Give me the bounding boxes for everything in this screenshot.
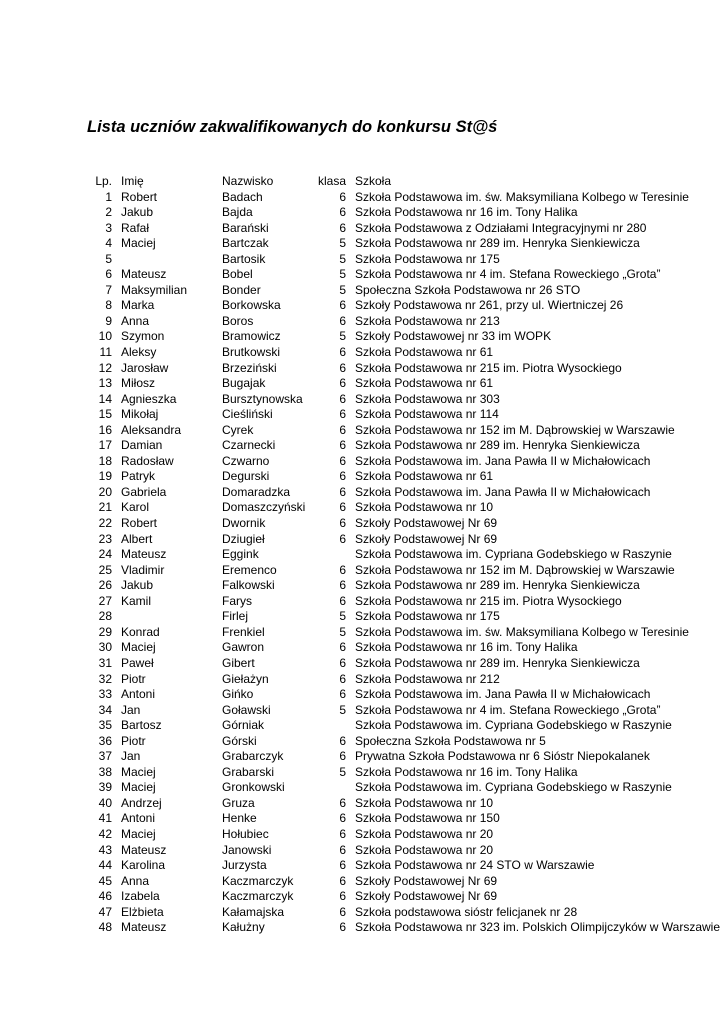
cell-nazwisko: Grabarczyk	[222, 749, 284, 764]
cell-imie: Gabriela	[121, 484, 167, 499]
table-row	[0, 827, 724, 843]
cell-klasa: 6	[339, 438, 346, 453]
header-klasa: klasa	[317, 174, 346, 188]
cell-lp: 24	[98, 547, 112, 562]
cell-lp: 22	[98, 516, 112, 531]
cell-imie: Karolina	[121, 858, 166, 873]
cell-imie: Rafał	[121, 220, 150, 235]
cell-lp: 33	[98, 687, 112, 702]
cell-klasa: 6	[339, 795, 346, 810]
cell-imie: Elżbieta	[121, 904, 164, 919]
cell-szkola: Szkoła Podstawowa im. Jana Pawła II w Michałowicach	[355, 453, 651, 468]
cell-szkola: Szkoła Podstawowa nr 16 im. Tony Halika	[355, 205, 578, 220]
cell-szkola: Szkoła Podstawowa nr 289 im. Henryka Sienkiewicza	[355, 655, 640, 670]
cell-imie: Maciej	[121, 640, 156, 655]
cell-nazwisko: Bartosik	[222, 251, 266, 266]
cell-szkola: Szkoła Podstawowa nr 150	[355, 811, 500, 826]
cell-imie: Szymon	[121, 329, 165, 344]
cell-imie: Mateusz	[121, 842, 167, 857]
cell-imie: Paweł	[121, 655, 154, 670]
cell-klasa: 6	[339, 484, 346, 499]
cell-nazwisko: Kaczmarczyk	[222, 889, 294, 904]
cell-lp: 44	[98, 858, 112, 873]
table-row	[0, 780, 724, 796]
cell-klasa: 5	[339, 609, 346, 624]
cell-imie: Agnieszka	[121, 391, 177, 406]
cell-nazwisko: Górski	[222, 733, 257, 748]
cell-lp: 7	[105, 282, 112, 297]
cell-nazwisko: Górniak	[222, 718, 265, 733]
cell-szkola: Szkoła Podstawowa nr 20	[355, 826, 494, 841]
cell-szkola: Szkoła Podstawowa nr 213	[355, 313, 500, 328]
cell-lp: 38	[98, 764, 112, 779]
cell-szkola: Szkoła Podstawowa nr 215 im. Piotra Wysockiego	[355, 360, 622, 375]
cell-szkola: Szkoła Podstawowa nr 24 STO w Warszawie	[355, 858, 595, 873]
table-row	[0, 594, 724, 610]
cell-lp: 43	[98, 842, 112, 857]
table-row	[0, 314, 724, 330]
cell-imie: Izabela	[121, 889, 160, 904]
cell-nazwisko: Hołubiec	[222, 826, 269, 841]
cell-klasa: 5	[339, 329, 346, 344]
cell-nazwisko: Boros	[222, 313, 254, 328]
cell-nazwisko: Firlej	[222, 609, 248, 624]
table-row	[0, 578, 724, 594]
cell-klasa: 6	[339, 858, 346, 873]
cell-klasa: 5	[339, 282, 346, 297]
cell-nazwisko: Farys	[222, 593, 252, 608]
cell-nazwisko: Eremenco	[222, 562, 277, 577]
cell-klasa: 6	[339, 298, 346, 313]
header-nazwisko: Nazwisko	[222, 174, 274, 188]
cell-szkola: Szkoła Podstawowa z Odziałami Integracyjnymi nr 280	[355, 220, 647, 235]
cell-imie: Robert	[121, 516, 158, 531]
cell-imie: Mateusz	[121, 267, 167, 282]
table-row	[0, 500, 724, 516]
table-row	[0, 858, 724, 874]
cell-szkola: Szkoła Podstawowa nr 175	[355, 609, 500, 624]
cell-nazwisko: Kaczmarczyk	[222, 873, 294, 888]
table-row	[0, 532, 724, 548]
table-row	[0, 905, 724, 921]
cell-imie: Damian	[121, 438, 163, 453]
cell-lp: 42	[98, 826, 112, 841]
cell-imie: Jan	[121, 749, 141, 764]
cell-nazwisko: Barański	[222, 220, 269, 235]
cell-szkola: Szkoły Podstawowej Nr 69	[355, 531, 498, 546]
cell-szkola: Szkoła Podstawowa nr 10	[355, 500, 494, 515]
cell-imie: Konrad	[121, 624, 160, 639]
cell-imie: Maciej	[121, 764, 156, 779]
cell-imie: Kamil	[121, 593, 152, 608]
cell-lp: 48	[98, 920, 112, 935]
cell-imie: Marka	[121, 298, 155, 313]
cell-nazwisko: Dwornik	[222, 516, 266, 531]
table-row	[0, 672, 724, 688]
cell-lp: 16	[98, 422, 112, 437]
cell-szkola: Szkoły Podstawowej Nr 69	[355, 516, 498, 531]
header-imie: Imię	[121, 174, 144, 188]
cell-szkola: Szkoła Podstawowa nr 152 im M. Dąbrowskiej w Warszawie	[355, 422, 675, 437]
cell-nazwisko: Brzeziński	[222, 360, 277, 375]
cell-lp: 29	[98, 624, 112, 639]
table-row	[0, 703, 724, 719]
cell-szkola: Szkoła Podstawowa nr 289 im. Henryka Sienkiewicza	[355, 438, 640, 453]
cell-imie: Jarosław	[121, 360, 169, 375]
cell-imie: Maciej	[121, 780, 156, 795]
table-row	[0, 547, 724, 563]
cell-nazwisko: Bonder	[222, 282, 261, 297]
cell-lp: 11	[99, 345, 112, 360]
table-row	[0, 438, 724, 454]
cell-klasa: 5	[339, 702, 346, 717]
cell-imie: Piotr	[121, 671, 146, 686]
table-row	[0, 190, 724, 206]
cell-lp: 5	[105, 251, 112, 266]
page-title: Lista uczniów zakwalifikowanych do konkursu St@ś	[87, 118, 498, 136]
cell-szkola: Szkoła Podstawowa nr 61	[355, 376, 494, 391]
table-row	[0, 469, 724, 485]
cell-nazwisko: Gruza	[222, 795, 255, 810]
cell-szkola: Szkoła Podstawowa nr 114	[355, 407, 499, 422]
cell-nazwisko: Gronkowski	[222, 780, 285, 795]
cell-szkola: Szkoła Podstawowa im. Jana Pawła II w Michałowicach	[355, 484, 651, 499]
cell-imie: Maciej	[121, 826, 156, 841]
table-row	[0, 236, 724, 252]
cell-klasa: 5	[339, 236, 346, 251]
cell-nazwisko: Cieśliński	[222, 407, 273, 422]
cell-klasa: 6	[339, 811, 346, 826]
cell-lp: 31	[98, 655, 112, 670]
table-row	[0, 205, 724, 221]
cell-nazwisko: Czwarno	[222, 453, 270, 468]
table-row	[0, 361, 724, 377]
cell-imie: Miłosz	[121, 376, 156, 391]
cell-imie: Maksymilian	[121, 282, 188, 297]
cell-nazwisko: Domaszczyński	[222, 500, 306, 515]
cell-klasa: 5	[339, 267, 346, 282]
cell-klasa: 6	[339, 220, 346, 235]
cell-imie: Aleksy	[121, 345, 157, 360]
cell-lp: 25	[98, 562, 112, 577]
cell-lp: 18	[98, 453, 112, 468]
table-row	[0, 454, 724, 470]
cell-imie: Vladimir	[121, 562, 165, 577]
cell-szkola: Szkoła Podstawowa nr 212	[355, 671, 500, 686]
cell-lp: 35	[98, 718, 112, 733]
cell-nazwisko: Dziugieł	[222, 531, 265, 546]
table-row	[0, 843, 724, 859]
cell-imie: Patryk	[121, 469, 156, 484]
cell-nazwisko: Kałużny	[222, 920, 265, 935]
table-row	[0, 889, 724, 905]
cell-szkola: Szkoły Podstawowa nr 261, przy ul. Wiertniczej 26	[355, 298, 624, 313]
cell-klasa: 6	[339, 904, 346, 919]
cell-klasa: 6	[339, 873, 346, 888]
table-row	[0, 407, 724, 423]
cell-lp: 8	[105, 298, 112, 313]
cell-lp: 34	[98, 702, 112, 717]
cell-lp: 6	[105, 267, 112, 282]
cell-klasa: 6	[339, 422, 346, 437]
cell-nazwisko: Falkowski	[222, 578, 275, 593]
cell-szkola: Społeczna Szkoła Podstawowa nr 26 STO	[355, 282, 581, 297]
cell-imie: Albert	[121, 531, 153, 546]
cell-imie: Karol	[121, 500, 150, 515]
cell-imie: Aleksandra	[121, 422, 182, 437]
cell-klasa: 6	[339, 453, 346, 468]
cell-nazwisko: Degurski	[222, 469, 270, 484]
cell-lp: 45	[98, 873, 112, 888]
cell-imie: Mateusz	[121, 920, 167, 935]
cell-nazwisko: Bartczak	[222, 236, 269, 251]
cell-nazwisko: Brutkowski	[222, 345, 281, 360]
cell-nazwisko: Bugajak	[222, 376, 266, 391]
cell-klasa: 6	[339, 407, 346, 422]
cell-klasa: 6	[339, 360, 346, 375]
cell-szkola: Szkoła Podstawowa nr 303	[355, 391, 500, 406]
cell-nazwisko: Badach	[222, 189, 263, 204]
cell-szkola: Szkoła Podstawowa nr 175	[355, 251, 500, 266]
table-row	[0, 687, 724, 703]
cell-nazwisko: Jurzysta	[222, 858, 267, 873]
cell-szkola: Szkoła Podstawowa nr 152 im M. Dąbrowskiej w Warszawie	[355, 562, 675, 577]
cell-lp: 47	[98, 904, 112, 919]
table-row	[0, 329, 724, 345]
cell-lp: 14	[98, 391, 112, 406]
cell-klasa: 6	[339, 733, 346, 748]
cell-klasa: 6	[339, 531, 346, 546]
cell-imie: Mikołaj	[121, 407, 159, 422]
table-row	[0, 796, 724, 812]
cell-szkola: Szkoła Podstawowa nr 16 im. Tony Halika	[355, 764, 578, 779]
table-row	[0, 874, 724, 890]
table-row	[0, 376, 724, 392]
cell-lp: 15	[98, 407, 112, 422]
cell-nazwisko: Giełażyn	[222, 671, 269, 686]
cell-szkola: Szkoła Podstawowa im. Cypriana Godebskiego w Raszynie	[355, 780, 672, 795]
cell-imie: Anna	[121, 313, 150, 328]
cell-lp: 2	[105, 205, 112, 220]
cell-lp: 12	[98, 360, 112, 375]
cell-nazwisko: Goławski	[222, 702, 271, 717]
table-row	[0, 563, 724, 579]
students-table	[0, 174, 724, 936]
cell-klasa: 6	[339, 313, 346, 328]
cell-klasa: 5	[339, 251, 346, 266]
cell-klasa: 6	[339, 391, 346, 406]
table-row	[0, 718, 724, 734]
cell-szkola: Społeczna Szkoła Podstawowa nr 5	[355, 733, 546, 748]
header-szkola: Szkoła	[355, 174, 392, 188]
cell-szkola: Szkoła Podstawowa nr 20	[355, 842, 494, 857]
cell-imie: Antoni	[121, 811, 156, 826]
cell-nazwisko: Eggink	[222, 547, 259, 562]
cell-lp: 10	[98, 329, 112, 344]
table-row	[0, 640, 724, 656]
cell-nazwisko: Domaradzka	[222, 484, 291, 499]
table-header	[0, 174, 724, 190]
cell-klasa: 6	[339, 189, 346, 204]
table-row	[0, 625, 724, 641]
table-row	[0, 485, 724, 501]
cell-nazwisko: Bursztynowska	[222, 391, 303, 406]
cell-klasa: 6	[339, 376, 346, 391]
cell-nazwisko: Frenkiel	[222, 624, 265, 639]
cell-szkola: Szkoła Podstawowa nr 16 im. Tony Halika	[355, 640, 578, 655]
cell-szkola: Szkoła Podstawowa nr 4 im. Stefana Roweckiego „Grota”	[355, 702, 661, 717]
cell-klasa: 6	[339, 826, 346, 841]
cell-szkola: Prywatna Szkoła Podstawowa nr 6 Sióstr Niepokalanek	[355, 749, 650, 764]
cell-klasa: 6	[339, 671, 346, 686]
table-row	[0, 298, 724, 314]
cell-nazwisko: Janowski	[222, 842, 272, 857]
cell-szkola: Szkoła Podstawowa im. Cypriana Godebskiego w Raszynie	[355, 718, 672, 733]
table-row	[0, 516, 724, 532]
cell-szkola: Szkoła Podstawowa nr 215 im. Piotra Wysockiego	[355, 593, 622, 608]
table-row	[0, 423, 724, 439]
cell-nazwisko: Czarnecki	[222, 438, 276, 453]
cell-szkola: Szkoła Podstawowa nr 323 im. Polskich Olimpijczyków w Warszawie	[355, 920, 721, 935]
cell-klasa: 6	[339, 640, 346, 655]
cell-lp: 41	[98, 811, 112, 826]
cell-lp: 21	[98, 500, 112, 515]
table-row	[0, 345, 724, 361]
cell-nazwisko: Henke	[222, 811, 257, 826]
cell-szkola: Szkoły Podstawowej Nr 69	[355, 873, 498, 888]
cell-lp: 27	[98, 593, 112, 608]
cell-szkola: Szkoła Podstawowa im. Cypriana Godebskiego w Raszynie	[355, 547, 672, 562]
cell-nazwisko: Borkowska	[222, 298, 281, 313]
cell-nazwisko: Bajda	[222, 205, 253, 220]
table-row	[0, 283, 724, 299]
cell-szkola: Szkoła Podstawowa nr 61	[355, 469, 494, 484]
cell-lp: 32	[98, 671, 112, 686]
cell-imie: Jakub	[121, 205, 154, 220]
cell-lp: 40	[98, 795, 112, 810]
cell-szkola: Szkoła Podstawowa nr 4 im. Stefana Roweckiego „Grota”	[355, 267, 661, 282]
cell-lp: 9	[105, 313, 112, 328]
cell-imie: Mateusz	[121, 547, 167, 562]
cell-klasa: 6	[339, 205, 346, 220]
cell-szkola: Szkoła Podstawowa nr 289 im. Henryka Sienkiewicza	[355, 578, 640, 593]
table-row	[0, 656, 724, 672]
cell-lp: 20	[98, 484, 112, 499]
table-row	[0, 734, 724, 750]
cell-klasa: 6	[339, 562, 346, 577]
cell-lp: 26	[98, 578, 112, 593]
cell-imie: Bartosz	[121, 718, 162, 733]
cell-imie: Antoni	[121, 687, 156, 702]
cell-imie: Radosław	[121, 453, 174, 468]
cell-lp: 28	[98, 609, 112, 624]
cell-klasa: 6	[339, 593, 346, 608]
cell-szkola: Szkoła Podstawowa nr 289 im. Henryka Sienkiewicza	[355, 236, 640, 251]
cell-lp: 3	[105, 220, 112, 235]
cell-imie: Jan	[121, 702, 141, 717]
cell-imie: Andrzej	[121, 795, 162, 810]
table-row	[0, 267, 724, 283]
cell-klasa: 6	[339, 578, 346, 593]
cell-lp: 37	[98, 749, 112, 764]
cell-szkola: Szkoły Podstawowej nr 33 im WOPK	[355, 329, 552, 344]
cell-lp: 1	[105, 189, 112, 204]
table-row	[0, 392, 724, 408]
cell-nazwisko: Kałamajska	[222, 904, 285, 919]
cell-lp: 46	[98, 889, 112, 904]
table-row	[0, 609, 724, 625]
cell-lp: 17	[98, 438, 112, 453]
cell-klasa: 6	[339, 655, 346, 670]
cell-szkola: Szkoła Podstawowa im. Jana Pawła II w Michałowicach	[355, 687, 651, 702]
table-row	[0, 221, 724, 237]
cell-szkola: Szkoła Podstawowa im. św. Maksymiliana Kolbego w Teresinie	[355, 624, 689, 639]
cell-imie: Anna	[121, 873, 150, 888]
cell-klasa: 6	[339, 345, 346, 360]
cell-nazwisko: Gibert	[222, 655, 255, 670]
cell-klasa: 6	[339, 889, 346, 904]
cell-nazwisko: Gawron	[222, 640, 265, 655]
cell-klasa: 6	[339, 500, 346, 515]
cell-imie: Piotr	[121, 733, 146, 748]
cell-klasa: 6	[339, 842, 346, 857]
cell-szkola: Szkoła Podstawowa nr 10	[355, 795, 494, 810]
cell-imie: Maciej	[121, 236, 156, 251]
cell-nazwisko: Gińko	[222, 687, 254, 702]
cell-klasa: 6	[339, 687, 346, 702]
table-row	[0, 765, 724, 781]
cell-imie: Robert	[121, 189, 158, 204]
cell-nazwisko: Bobel	[222, 267, 253, 282]
cell-szkola: Szkoła Podstawowa im. św. Maksymiliana Kolbego w Teresinie	[355, 189, 689, 204]
cell-imie: Jakub	[121, 578, 154, 593]
cell-lp: 4	[105, 236, 112, 251]
cell-lp: 13	[98, 376, 112, 391]
cell-klasa: 6	[339, 749, 346, 764]
cell-lp: 19	[98, 469, 112, 484]
cell-nazwisko: Bramowicz	[222, 329, 281, 344]
cell-szkola: Szkoła Podstawowa nr 61	[355, 345, 494, 360]
cell-nazwisko: Grabarski	[222, 764, 275, 779]
cell-klasa: 5	[339, 764, 346, 779]
table-row	[0, 920, 724, 936]
table-row	[0, 811, 724, 827]
cell-lp: 36	[98, 733, 112, 748]
cell-lp: 39	[98, 780, 112, 795]
cell-szkola: Szkoła podstawowa sióstr felicjanek nr 28	[355, 904, 578, 919]
header-lp: Lp.	[95, 174, 112, 188]
cell-nazwisko: Cyrek	[222, 422, 254, 437]
table-row	[0, 252, 724, 268]
cell-lp: 23	[98, 531, 112, 546]
cell-lp: 30	[98, 640, 112, 655]
cell-klasa: 6	[339, 920, 346, 935]
cell-szkola: Szkoły Podstawowej Nr 69	[355, 889, 498, 904]
cell-klasa: 6	[339, 516, 346, 531]
cell-klasa: 6	[339, 469, 346, 484]
cell-klasa: 5	[339, 624, 346, 639]
table-row	[0, 749, 724, 765]
